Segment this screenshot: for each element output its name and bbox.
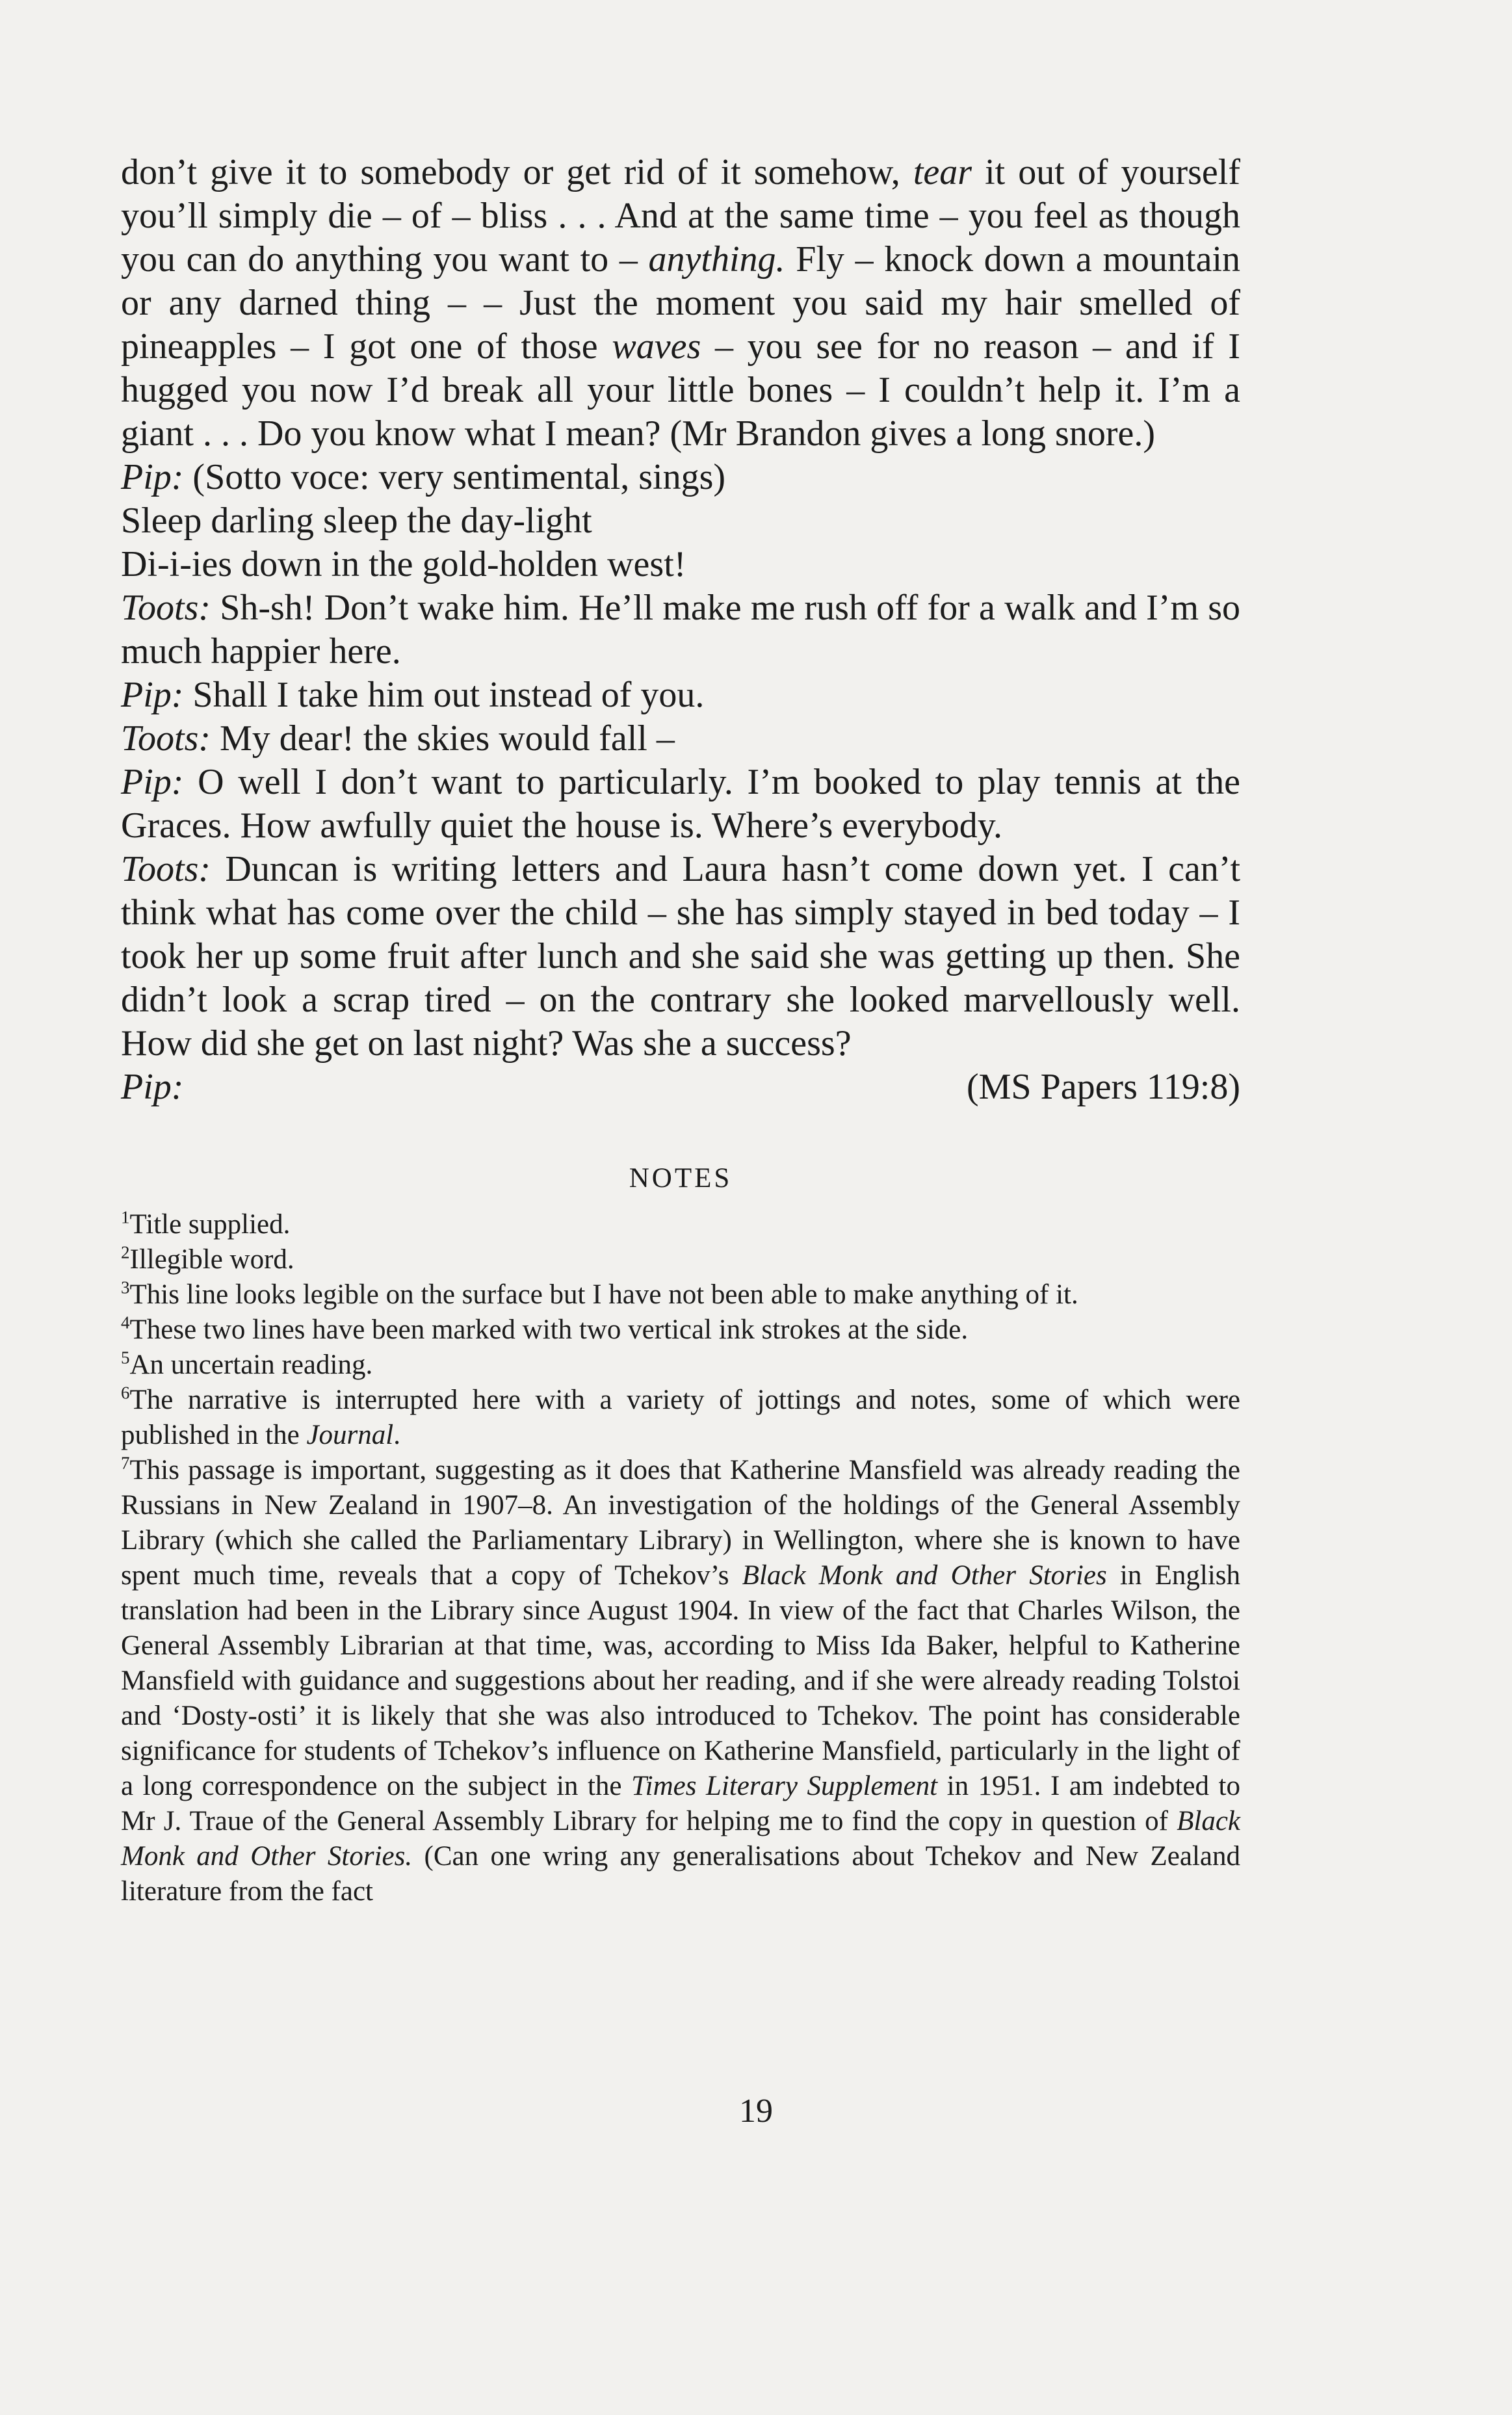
dialogue-line <box>121 761 1240 848</box>
speaker-name: Pip: <box>121 1067 184 1107</box>
dialogue-line <box>121 717 1240 761</box>
note-text: These two lines have been marked with two vertical ink strokes at the side. <box>129 1314 969 1345</box>
song-line: Di-i-ies down in the gold-holden west! <box>121 544 686 584</box>
note-text: Illegible word. <box>129 1244 294 1275</box>
text-run: Fly – knock down a mountain or any darned thing – – Just the moment you said my hair smelled of pineapples – I got one of those <box>121 239 1240 367</box>
note-text: An uncertain reading. <box>129 1350 373 1380</box>
note-number: 6 <box>121 1383 130 1403</box>
speaker-name: Pip: <box>121 762 184 802</box>
note-text: . <box>393 1420 400 1450</box>
note-number: 7 <box>121 1453 130 1473</box>
speaker-name: Toots: <box>121 588 211 628</box>
note-italic: Times Literary Supplement <box>631 1771 938 1801</box>
note-item <box>121 1242 1240 1277</box>
note-text: in English translation had been in the Library since August 1904. In view of the fact that Charles Wilson, the General Assembly Librarian at that time, was, according to Miss Ida Baker, helpful to Katherine Mansfield with guidance and suggestions about her reading, and if she were already reading Tolstoi and ‘Dosty-osti’ it is likely that she was also introduced to Tchekov. The point has considerable significance for students of Tchekov’s influence on Katherine Mansfield, particularly in the light of a long correspondence on the subject in the <box>121 1560 1241 1801</box>
source-reference: (MS Papers 119:8) <box>966 1067 1240 1107</box>
dialogue-line <box>121 673 1240 717</box>
dialogue-line <box>121 586 1240 673</box>
note-number: 1 <box>121 1207 130 1227</box>
speech-text: Duncan is writing letters and Laura hasn’t come down yet. I can’t think what has come over the child – she has simply stayed in bed today – I took her up some fruit after lunch and she said she was getting up then. She didn’t look a scrap tired – on the contrary she looked marvellously well. How did she get on last night? Was she a success? <box>121 849 1240 1064</box>
note-item <box>121 1348 1240 1383</box>
notes-section <box>121 1207 1240 1909</box>
speech-text: My dear! the skies would fall – <box>211 718 675 759</box>
note-item <box>121 1383 1240 1453</box>
note-text: This line looks legible on the surface but I have not been able to make anything of it. <box>129 1279 1078 1310</box>
note-text: The narrative is interrupted here with a variety of jottings and notes, some of which were published in the <box>121 1385 1240 1450</box>
note-text: (Can one wring any generalisations about Tchekov and New Zealand literature from the fact <box>121 1841 1240 1907</box>
note-number: 2 <box>121 1242 130 1262</box>
italic-text: tear <box>913 152 972 192</box>
text-run: it out of yourself you’ll simply die – of – bliss . . . And at the same time – you feel as though you can do anything you want to – <box>121 152 1240 280</box>
dialogue-line <box>121 1065 1240 1109</box>
speaker-name: Toots: <box>121 718 211 759</box>
note-item <box>121 1207 1240 1242</box>
song-line: Sleep darling sleep the day-light <box>121 501 592 541</box>
speech-text: O well I don’t want to particularly. I’m booked to play tennis at the Graces. How awfully quiet the house is. Where’s everybody. <box>121 762 1240 846</box>
note-number: 4 <box>121 1312 130 1333</box>
speech-text: (Sotto voce: very sentimental, sings) <box>183 457 726 497</box>
note-text: in 1951. I am indebted to Mr J. Traue of the General Assembly Library for helping me to find the copy in question of <box>121 1771 1240 1836</box>
dialogue-line <box>121 456 1240 499</box>
speaker-name: Toots: <box>121 849 211 889</box>
speaker-name: Pip: <box>121 457 184 497</box>
italic-text: anything. <box>648 239 785 280</box>
page-number: 19 <box>739 2093 773 2130</box>
note-italic: Black Monk and Other Stories <box>742 1560 1107 1591</box>
notes-heading: NOTES <box>629 1163 733 1194</box>
dialogue-paragraph <box>121 151 1240 456</box>
speaker-name: Pip: <box>121 675 184 715</box>
italic-text: waves <box>612 326 701 367</box>
text-run: – you see for no reason – and if I hugged you now I’d break all your little bones – I couldn’t help it. I’m a giant . . . Do you know what I mean? (Mr Brandon gives a long snore.) <box>121 326 1240 454</box>
speech-text: Shall I take him out instead of you. <box>183 675 705 715</box>
note-item <box>121 1312 1240 1348</box>
dialogue-line <box>121 848 1240 1065</box>
text-run: don’t give it to somebody or get rid of it somehow, <box>121 152 913 192</box>
note-number: 5 <box>121 1348 130 1368</box>
note-item <box>121 1277 1240 1312</box>
note-number: 3 <box>121 1277 130 1298</box>
note-text: Title supplied. <box>129 1209 291 1240</box>
note-item <box>121 1453 1240 1909</box>
note-italic: Journal <box>306 1420 394 1450</box>
speech-text: Sh-sh! Don’t wake him. He’ll make me rush off for a walk and I’m so much happier here. <box>121 588 1240 672</box>
note-italic: Black Monk and Other Stories. <box>121 1806 1240 1872</box>
book-page <box>121 151 1240 1909</box>
play-text <box>121 151 1240 1109</box>
note-text: This passage is important, suggesting as it does that Katherine Mansfield was already reading the Russians in New Zealand in 1907–8. An investigation of the holdings of the General Assembly Library (which she called the Parliamentary Library) in Wellington, where she is known to have spent much time, reveals that a copy of Tchekov’s <box>121 1455 1240 1591</box>
